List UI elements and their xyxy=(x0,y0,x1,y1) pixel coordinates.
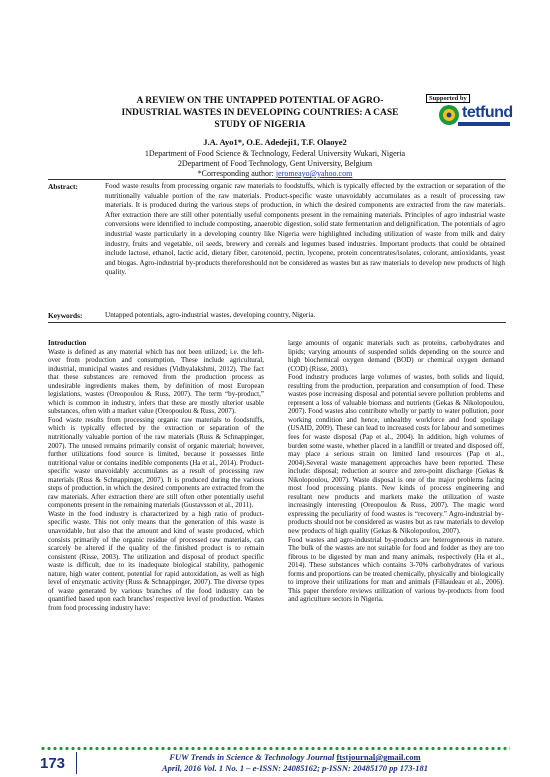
abstract-top-rule xyxy=(48,179,506,180)
tetfund-logo-text: tetfund xyxy=(462,104,513,121)
section-heading-introduction: Introduction xyxy=(48,339,87,347)
sponsor-box xyxy=(426,94,513,130)
footer-issue-line: April, 2016 Vol. 1 No. 1 – e-ISSN: 24085162; p-ISSN: 20485170 pp 173-181 xyxy=(161,763,429,773)
tetfund-logo-bar xyxy=(458,122,510,126)
right-paragraph-3: Food wastes and agro-industrial by-products are heterogeneous in nature. The bulk of the wastes are not suitable for food and fodder as they are too fibrous to be digested by man and many animals, respectively (Ha et al., 2014). These substances which contains 3-70% carbohydrates of various forms and proportions can be treated chemically, physically and biologically to improve their utilizations for man and animals (Fillaudeau et al., 2006). This paper therefore reviews utilization of various by-products from food and agriculture sectors in Nigeria. xyxy=(288,535,504,604)
keywords-label: Keywords: xyxy=(48,311,83,320)
page-number: 173 xyxy=(40,755,66,772)
abstract-label: Abstract: xyxy=(48,182,78,191)
footer-journal-line xyxy=(80,752,510,762)
journal-email-link[interactable]: ftstjournal@gmail.com xyxy=(336,752,421,762)
body-right-column xyxy=(288,339,504,604)
affiliation-2: 2Department of Food Technology, Gent University, Belgium xyxy=(177,159,373,168)
left-paragraph-3: Waste in the food industry is characterized by a high ratio of product-specific waste. This not only means that the generation of this waste is unavoidable, but also that the amount and kind of waste produced, which consists primarily of the organic residue of processed raw materials, can scarcely be altered if the quality of the finished product is to remain consistent (Risse, 2003). The utilization and disposal of product specific waste is difficult, due to its inadequate biological stability, pathogenic nature, high water content, potential for rapid autoxidation, as well as high level of enzymatic activity (Russ & Schnappinger, 2007). The diverse types of waste generated by various branches of the food industry can be quantified based upon each branches' respective level of production. Wastes from food processing industry have: xyxy=(48,509,264,612)
journal-name: FUW Trends in Science & Technology Journal xyxy=(169,752,335,762)
corresponding-author xyxy=(60,169,490,178)
tetfund-logo xyxy=(436,103,513,127)
body-left-column xyxy=(48,339,264,613)
abstract-text: Food waste results from processing organic raw materials to foodstuffs, which is typically effected by the extraction or separation of the nutritionally valuable portion of the raw materials. Product-specific waste unavoidably accumulates as a result of processing raw materials. It is produced during the various steps of production, in which the desired components are extracted from the raw materials. After extraction there are still other potentially useful components present in the remaining materials. Principles of agro industrial waste conversions were identified to include composting, anaerobic digestion, solid state fermentation and delignification. The potentials of agro industrial waste particularly in a developing country like Nigeria were highlighted including utilization of waste from milk and dairy industry, fruits and vegetable, oil seeds, brewery and cereals and legumes based industries. Important products that could be obtained include lactose, ethanol, lactic acid, dietary fiber, carotenoid, pectin, lycopene, protein concentrates/isolates, colorant, antioxidants, yeast and biogas. Agro-industrial by-products thereforeshould not be considered as wastes but as raw materials to develop new products of high quality. xyxy=(105,182,505,277)
left-paragraph-2: Food waste results from processing organic raw materials to foodstuffs, which is typically effected by the extraction or separation of the nutritionally valuable portion of the raw materials (Russ & Schnappinger, 2007). The unused remains primarily consist of organic material; however, further utilizations food source is limited, because it possesses little nutritional value or contains inedible components (Ha et al., 2014). Product-specific waste unavoidably accumulates as a result of processing raw materials (Russ & Schnappinger, 2007). It is produced during the various steps of production, in which the desired components are extracted from the raw materials. After extraction there are still often other potentially useful components present in the remaining materials (Gustavsson et al., 2011). xyxy=(48,415,264,510)
footer-divider xyxy=(76,752,77,774)
paper-title: A REVIEW ON THE UNTAPPED POTENTIAL OF AGRO-INDUSTRIAL WASTES IN DEVELOPING COUNTRIES: A CASE STUDY OF NIGERIA xyxy=(121,96,399,130)
footer-dotted-rule xyxy=(40,746,510,751)
right-paragraph-2: Food industry produces large volumes of wastes, both solids and liquid, resulting from the production, preparation and consumption of food. These wastes pose increasing disposal and potential severe pollution problems and represent a loss of valuable biomass and nutrients (Gekas & Nikolopoulou, 2007). Food wastes also contribute wholly or partly to water pollution, poor working condition and hence, unhealthy workforce and food spoilage (USAID, 2009). These can lead to increased costs for labour and sometimes fees for waste disposal (Pap et al., 2004). In addition, high volumes of burden some waste, whether placed in a landfill or treated and disposed off, may place a serious strain on limited land resources (Pap et al., 2004).Several waste management approaches have been reported. These include: disposal; reduction at source and zero-point discharge (Gekas & Nikolopoulou, 2007). Waste disposal is one of the major problems facing most food processing plants. New kinds of process engineering and resultant new products and markets make the utilization of waste increasingly interesting (Oreopoulou & Russ, 2007). The magic word expressing the peculiarity of food wastes is “recovery.” Agro-industrial by-products should not be considered as wastes but as raw materials to develop new products of high quality (Gekas & Nikolopoulou, 2007). xyxy=(288,373,504,536)
left-paragraph-1: Waste is defined as any material which has not been utilized; i.e. the left-over from production and consumption. These include agricultural, industrial, municipal wastes and residues (Vidhyalakshmi, 2012). The fact that these substances are removed from the production process as undesirable ingredients makes them, by definition of most European legislations, wastes (Oreopoulou & Russ, 2007). The term “by-product,” which is common in industry, infers that these are mostly ulterior usable substances, often with a market value (Oreopoulou & Russ, 2007). xyxy=(48,347,264,416)
supported-by-label: Supported by xyxy=(426,94,470,103)
corresponding-author-label: *Corresponding author: xyxy=(197,169,276,178)
right-paragraph-1: large amounts of organic materials such as proteins, carbohydrates and lipids; varying amounts of suspended solids depending on the source and high biochemical oxygen demand (BOD) or chemical oxygen demand (COD) (Risse, 2003). xyxy=(288,339,504,373)
keywords-text: Untapped potentials, agro-industrial wastes, developing country, Nigeria. xyxy=(105,311,316,319)
affiliation-1: 1Department of Food Science & Technology, Federal University Wukari, Nigeria xyxy=(144,149,406,158)
author-line: J.A. Ayo1*, O.E. Adedeji1, T.F. Olaoye2 xyxy=(203,137,347,147)
corresponding-email-link[interactable]: jeromeayo@yahoo.com xyxy=(275,169,353,178)
keywords-bottom-rule xyxy=(48,322,506,323)
